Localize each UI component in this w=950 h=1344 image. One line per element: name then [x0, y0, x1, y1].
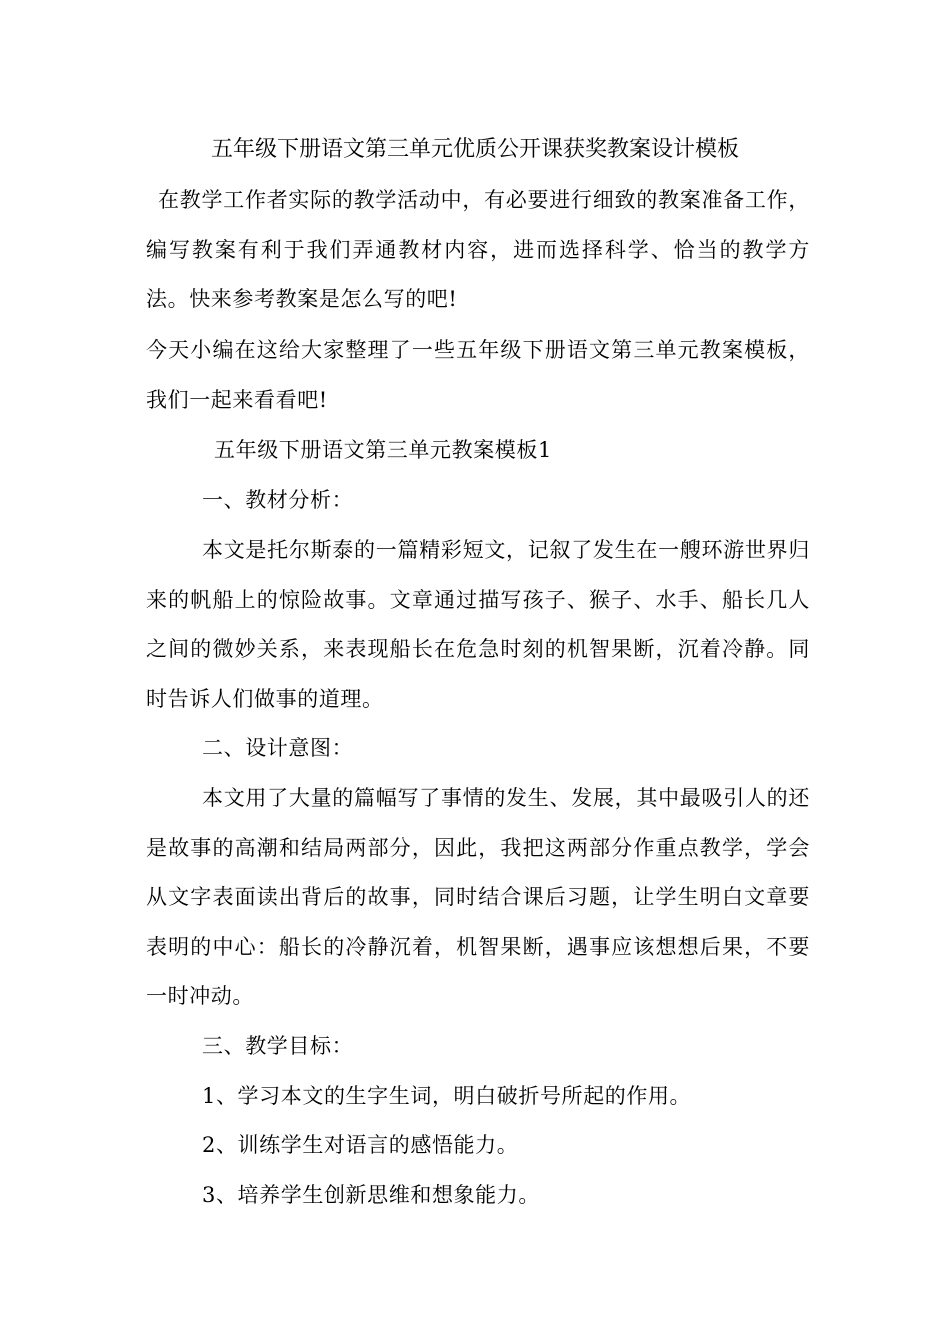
section-heading: 五年级下册语文第三单元教案模板1 [214, 438, 552, 462]
teaching-goal-3: 3、培养学生创新思维和想象能力。 [202, 1183, 540, 1207]
heading-design-intent: 二、设计意图： [202, 736, 354, 760]
paragraph-textbook-analysis: 本文是托尔斯泰的一篇精彩短文，记叙了发生在一艘环游世界归来的帆船上的惊险故事。文章通过描写孩子、猴子、水手、船长几人之间的微妙关系，来表现船长在危急时刻的机智果断，沉着冷静。同时告诉人们做事的道理。 [146, 538, 810, 711]
intro-paragraph-1: 在教学工作者实际的教学活动中，有必要进行细致的教案准备工作，编写教案有利于我们弄通教材内容，进而选择科学、恰当的教学方法。快来参考教案是怎么写的吧! [146, 188, 810, 311]
document-title: 五年级下册语文第三单元优质公开课获奖教案设计模板 [210, 137, 739, 162]
heading-teaching-goals: 三、教学目标： [202, 1034, 354, 1058]
paragraph-design-intent: 本文用了大量的篇幅写了事情的发生、发展，其中最吸引人的还是故事的高潮和结局两部分，因此，我把这两部分作重点教学，学会从文字表面读出背后的故事，同时结合课后习题，让学生明白文章要表明的中心：船长的冷静沉着，机智果断，遇事应该想想后果，不要一时冲动。 [146, 786, 810, 1008]
heading-textbook-analysis: 一、教材分析： [202, 488, 354, 512]
teaching-goal-2: 2、训练学生对语言的感悟能力。 [202, 1133, 519, 1157]
teaching-goal-1: 1、学习本文的生字生词，明白破折号所起的作用。 [202, 1084, 692, 1108]
intro-paragraph-2: 今天小编在这给大家整理了一些五年级下册语文第三单元教案模板，我们一起来看看吧! [146, 338, 810, 412]
